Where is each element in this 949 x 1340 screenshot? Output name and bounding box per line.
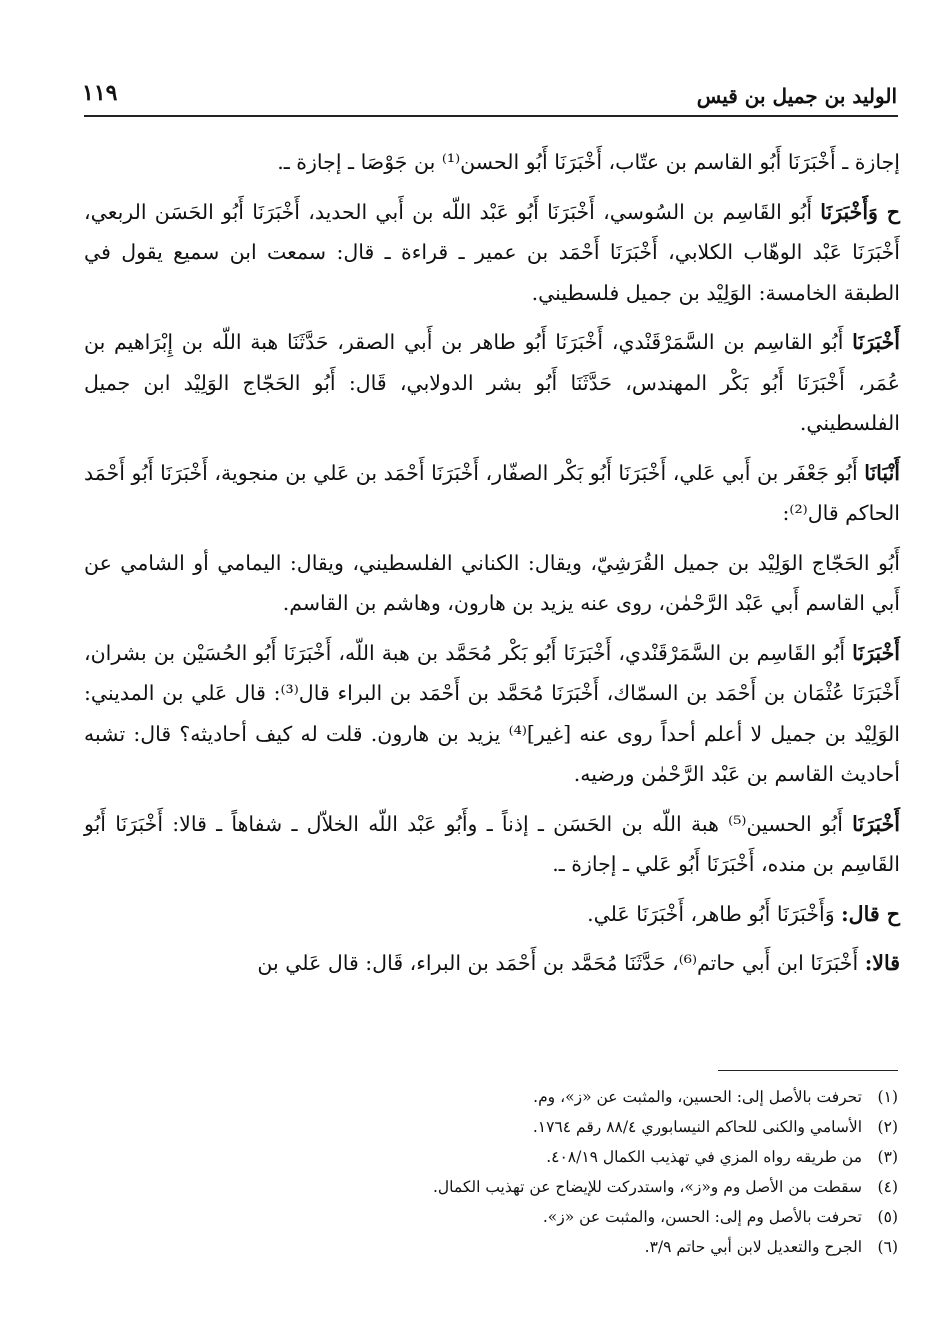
- footnote-text: الأسامي والكنى للحاكم النيسابوري ٨٨/٤ رقم ١٧٦٤.: [532, 1118, 862, 1136]
- paragraph-lead: قالا:: [864, 951, 900, 975]
- paragraph: [84, 633, 900, 795]
- paragraph-lead: أَخْبَرَنَا: [852, 811, 900, 836]
- footnote-rule: [718, 1070, 898, 1071]
- paragraph-text: أَبُو جَعْفَر بن أَبي عَلي، أَخْبَرَنَا أَبُو بَكْر الصفّار، أَخْبَرَنَا أَحْمَد بن عَلي بن منجوية، أَخْبَرَنَا أَبُو أَحْمَد الحاكم قال⁽²⁾:: [84, 460, 900, 525]
- footnote: [98, 1232, 898, 1262]
- paragraph-lead: ح قال:: [841, 901, 900, 926]
- paragraph-text: أَبُو القَاسِم بن السَّمَرْقَنْدي، أَخْبَرَنَا أَبُو بَكْر مُحَمَّد بن هبة اللّه، أَخْبَرَنَا أَبُو الحُسَيْن بن بشران، أَخْبَرَنَا عُثْمَان بن أَحْمَد بن السمّاك، أَخْبَرَنَا مُحَمَّد بن أَحْمَد بن البراء قال⁽³⁾: قال عَلي بن المديني: الوَلِيْد بن جميل لا أعلم أحداً روى عنه [غير]⁽⁴⁾ يزيد بن هارون. قلت له كيف أحاديثه؟ قال: تشبه أحاديث القاسم بن عَبْد الرَّحْمٰن ورضيه.: [84, 640, 900, 786]
- paragraph-text: وَأَخْبَرَنَا أَبُو طاهر، أَخْبَرَنَا عَلي.: [587, 901, 842, 926]
- paragraph-text: إجازة ـ أَخْبَرَنَا أَبُو القاسم بن عتّاب، أَخْبَرَنَا أَبُو الحسن⁽¹⁾ بن جَوْصَا ـ إجازة ـ.: [277, 150, 900, 174]
- paragraph-text: أَبُو الحسين⁽⁵⁾ هبة اللّه بن الحَسَن ـ إذناً ـ وأَبُو عَبْد اللّه الخلاّل ـ شفاهاً ـ قالا: أَخْبَرَنَا أَبُو القَاسِم بن منده، أَخْبَرَنَا أَبُو عَلي ـ إجازة ـ.: [84, 811, 900, 876]
- footnote-number: (٣): [877, 1148, 898, 1166]
- running-title: الوليد بن جميل بن قيس: [696, 84, 897, 108]
- footnote: [98, 1172, 898, 1202]
- header-rule: [84, 115, 898, 117]
- paragraph: [84, 894, 900, 935]
- footnote: [98, 1202, 898, 1232]
- footnote-number: (٢): [877, 1118, 898, 1136]
- footnote-number: (٤): [877, 1178, 898, 1196]
- footnote-text: من طريقه رواه المزي في تهذيب الكمال ٤٠٨/١٩.: [546, 1148, 862, 1166]
- paragraph: [84, 453, 900, 534]
- footnote-number: (٦): [877, 1238, 898, 1256]
- page-header: [82, 78, 897, 112]
- paragraph-lead: ح وَأَخْبَرَنَا: [820, 199, 900, 224]
- paragraph-text: أَبُو الحَجّاج الوَلِيْد بن جميل القُرَشِيّ، ويقال: الكناني الفلسطيني، ويقال: اليمامي أو الشامي عن أَبي القاسم أَبي عَبْد الرَّحْمٰن، روى عنه يزيد بن هارون، وهاشم بن القاسم.: [84, 550, 900, 615]
- footnote-text: تحرفت بالأصل إلى: الحسين، والمثبت عن «ز»، وم.: [533, 1088, 862, 1106]
- footnote-number: (١): [877, 1088, 898, 1106]
- paragraph: [84, 322, 900, 444]
- footnotes: [98, 1082, 898, 1262]
- paragraph: [84, 543, 900, 624]
- paragraph-lead: أَخْبَرَنَا: [852, 640, 900, 665]
- paragraph-lead: أَنْبَانَا: [864, 460, 900, 485]
- footnote-text: الجرح والتعديل لابن أبي حاتم ٣/٩.: [644, 1238, 862, 1256]
- paragraph-text: أَبُو القَاسِم بن السُوسي، أَخْبَرَنَا أَبُو عَبْد اللّه بن أَبي الحديد، أَخْبَرَنَا أَبُو الحَسَن الربعي، أَخْبَرَنَا عَبْد الوهّاب الكلابي، أَخْبَرَنَا أَحْمَد بن عمير ـ قراءة ـ قال: سمعت ابن سميع يقول في الطبقة الخامسة: الوَلِيْد بن جميل فلسطيني.: [84, 199, 900, 305]
- footnote-text: تحرفت بالأصل وم إلى: الحسن، والمثبت عن «ز».: [542, 1208, 862, 1226]
- footnote: [98, 1112, 898, 1142]
- footnote-text: سقطت من الأصل وم و«ز»، واستدركت للإيضاح عن تهذيب الكمال.: [432, 1178, 862, 1196]
- paragraph: [84, 804, 900, 885]
- footnote-number: (٥): [877, 1208, 898, 1226]
- footnote: [98, 1142, 898, 1172]
- paragraph: [84, 192, 900, 314]
- footnote: [98, 1082, 898, 1112]
- paragraph-text: أَبُو القاسِم بن السَّمَرْقَنْدي، أَخْبَرَنَا أَبُو طاهر بن أَبي الصقر، حَدَّثَنَا هبة اللّه بن إِبْرَاهيم بن عُمَر، أَخْبَرَنَا أَبُو بَكْر المهندس، حَدَّثَنَا أَبُو بشر الدولابي، قَال: أَبُو الحَجّاج الوَلِيْد ابن جميل الفلسطيني.: [84, 330, 900, 435]
- main-text: [84, 142, 900, 993]
- page-number: ١١٩: [82, 80, 118, 106]
- paragraph-text: أَخْبَرَنَا ابن أَبي حاتم⁽⁶⁾، حَدَّثَنَا مُحَمَّد بن أَحْمَد بن البراء، قَال: قال عَلي بن: [257, 951, 865, 975]
- paragraph-lead: أَخْبَرَنَا: [852, 330, 900, 354]
- paragraph: [84, 142, 900, 183]
- paragraph: [84, 943, 900, 984]
